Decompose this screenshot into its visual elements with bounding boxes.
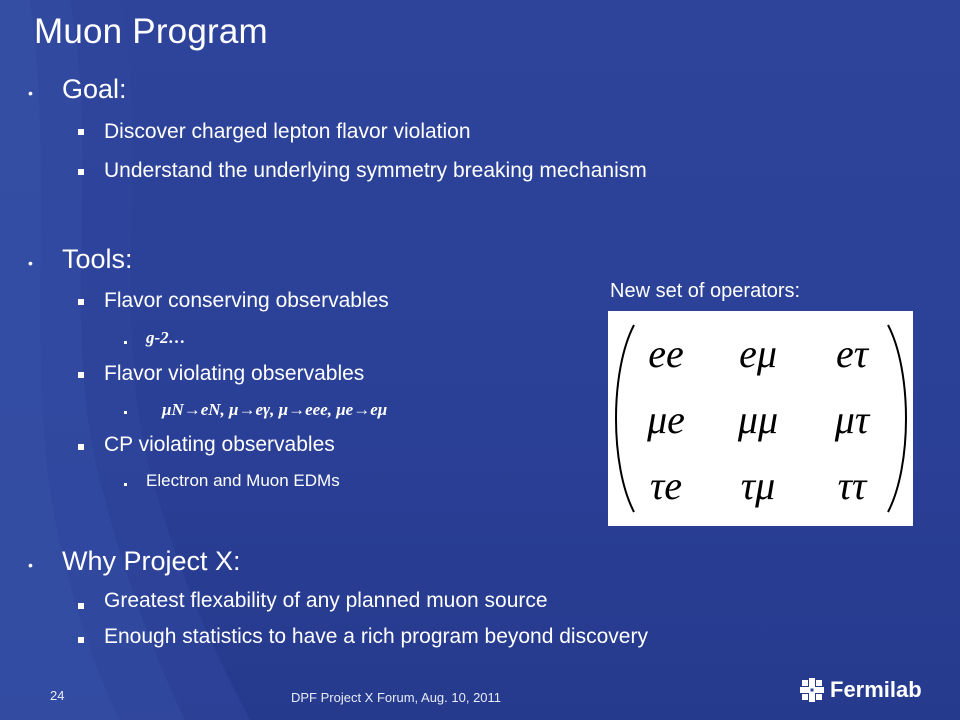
tools-subitem: g-2… xyxy=(146,328,186,347)
matrix-cell: ττ xyxy=(837,463,867,508)
why-item: Enough statistics to have a rich program beyond discovery xyxy=(104,625,648,648)
bullet-square xyxy=(78,372,84,378)
tools-item: Flavor conserving observables xyxy=(104,289,389,312)
fermilab-logo-text: Fermilab xyxy=(830,677,922,702)
left-parenthesis xyxy=(616,325,634,512)
bullet-square xyxy=(78,444,84,450)
bullet-small xyxy=(124,483,127,486)
why-heading: Why Project X: xyxy=(62,546,241,576)
matrix-cell: τμ xyxy=(740,463,776,508)
goal-heading: Goal: xyxy=(62,74,127,104)
bullet-square xyxy=(78,299,84,305)
goal-item: Understand the underlying symmetry breaking mechanism xyxy=(104,159,647,182)
matrix-svg xyxy=(608,311,913,526)
tools-heading: Tools: xyxy=(62,244,133,274)
tools-subitem: Electron and Muon EDMs xyxy=(146,471,340,490)
why-item: Greatest flexability of any planned muon source xyxy=(104,589,548,612)
goal-item: Discover charged lepton flavor violation xyxy=(104,120,471,143)
tools-subitem: μN→eN, μ→eγ, μ→eee, μe→eμ xyxy=(162,400,388,419)
bullet-dot: • xyxy=(28,557,33,573)
bullet-dot: • xyxy=(28,255,33,271)
bullet-square xyxy=(78,603,84,609)
bullet-square xyxy=(78,637,84,643)
tools-item: Flavor violating observables xyxy=(104,362,365,385)
fermilab-logo-icon xyxy=(800,678,824,702)
bullet-small xyxy=(124,341,127,344)
matrix-cell: μτ xyxy=(834,397,870,442)
bullet-dot: • xyxy=(28,85,33,101)
matrix-cell: μμ xyxy=(737,397,779,442)
bullet-square xyxy=(78,129,84,135)
bullet-square xyxy=(78,169,84,175)
slide-title: Muon Program xyxy=(34,12,268,51)
right-parenthesis xyxy=(888,325,906,512)
page-number: 24 xyxy=(50,688,65,703)
fermilab-logo xyxy=(800,677,922,703)
matrix-cell: μe xyxy=(647,397,685,442)
matrix-cell: τe xyxy=(649,463,683,508)
tools-item: CP violating observables xyxy=(104,433,335,456)
operator-matrix xyxy=(608,311,913,526)
bullet-small xyxy=(124,411,127,414)
matrix-cell: eτ xyxy=(835,331,869,376)
operators-caption: New set of operators: xyxy=(610,280,801,302)
footer-text: DPF Project X Forum, Aug. 10, 2011 xyxy=(291,690,502,705)
matrix-cell: ee xyxy=(648,331,684,376)
matrix-cell: eμ xyxy=(739,331,777,376)
